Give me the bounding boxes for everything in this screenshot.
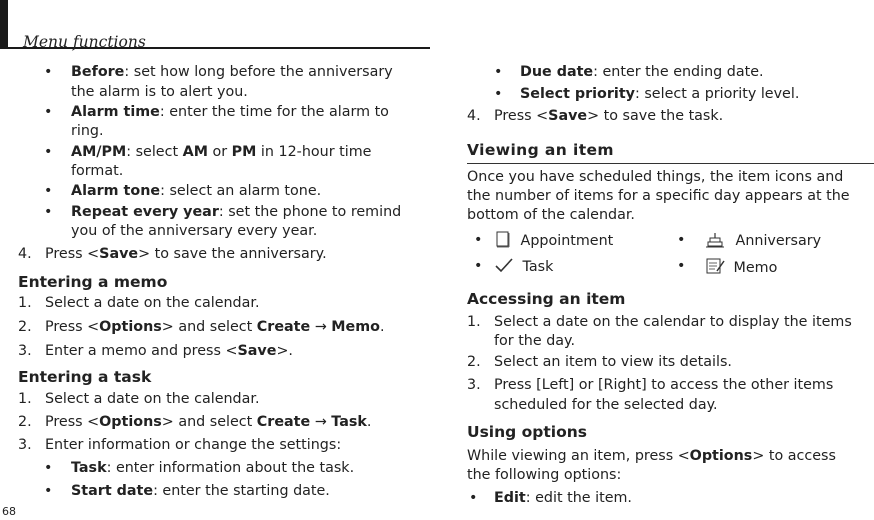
appointment-icon xyxy=(494,231,512,248)
accessing-heading: Accessing an item xyxy=(467,290,626,308)
step-number: 1. xyxy=(18,391,32,407)
memo-step-2: Press <Options> and select Create → Memo. xyxy=(45,319,385,335)
bullet: • xyxy=(494,64,503,80)
setting-am-pm-cont: format. xyxy=(71,163,124,179)
step-number: 3. xyxy=(18,437,32,453)
setting-repeat-every-year: Repeat every year: set the phone to remind xyxy=(71,204,402,220)
options-para-line-1: While viewing an item, press <Options> to access xyxy=(467,448,836,464)
page-number: 68 xyxy=(2,505,16,518)
step-save-task: Press <Save> to save the task. xyxy=(494,108,724,124)
viewing-para-line-1: Once you have scheduled things, the item icons and xyxy=(467,169,844,185)
setting-before-cont: the alarm is to alert you. xyxy=(71,84,248,100)
section-rule xyxy=(467,163,874,164)
bullet: • xyxy=(44,104,53,120)
task-setting-select-priority: Select priority: select a priority level. xyxy=(520,86,800,102)
bullet: • xyxy=(474,232,483,248)
memo-heading: Entering a memo xyxy=(18,273,168,291)
bullet: • xyxy=(494,86,503,102)
setting-alarm-time-cont: ring. xyxy=(71,123,104,139)
memo-step-3: Enter a memo and press <Save>. xyxy=(45,343,293,359)
bullet: • xyxy=(44,64,53,80)
accessing-step-3-cont: scheduled for the selected day. xyxy=(494,397,718,413)
page-header xyxy=(0,0,430,49)
bullet: • xyxy=(44,483,53,499)
step-number: 3. xyxy=(18,343,32,359)
setting-repeat-cont: you of the anniversary every year. xyxy=(71,223,318,239)
option-edit: Edit: edit the item. xyxy=(494,490,632,506)
task-step-2: Press <Options> and select Create → Task. xyxy=(45,414,372,430)
step-number: 4. xyxy=(18,246,32,262)
viewing-heading: Viewing an item xyxy=(467,141,614,159)
bullet: • xyxy=(677,232,686,248)
bullet: • xyxy=(44,144,53,160)
options-para-line-2: the following options: xyxy=(467,467,622,483)
accessing-step-1: Select a date on the calendar to display the items xyxy=(494,314,852,330)
options-heading: Using options xyxy=(467,423,588,441)
step-number: 1. xyxy=(467,314,481,330)
step-number: 3. xyxy=(467,377,481,393)
bullet: • xyxy=(469,490,478,506)
bullet: • xyxy=(44,204,53,220)
viewing-para-line-2: the number of items for a specific day appears at the xyxy=(467,188,850,204)
task-check-icon xyxy=(494,257,514,274)
task-setting-start-date: Start date: enter the starting date. xyxy=(71,483,330,499)
memo-icon xyxy=(705,257,725,275)
step-number: 2. xyxy=(18,414,32,430)
setting-alarm-time: Alarm time: enter the time for the alarm to xyxy=(71,104,389,120)
accessing-step-1-cont: for the day. xyxy=(494,333,576,349)
memo-step-1: Select a date on the calendar. xyxy=(45,295,260,311)
step-number: 4. xyxy=(467,108,481,124)
accessing-step-3: Press [Left] or [Right] to access the other items xyxy=(494,377,834,393)
bullet: • xyxy=(44,460,53,476)
legend-task: Task xyxy=(494,257,553,276)
viewing-para-line-3: bottom of the calendar. xyxy=(467,207,635,223)
legend-anniversary: Anniversary xyxy=(705,231,821,250)
step-number: 1. xyxy=(18,295,32,311)
legend-memo: Memo xyxy=(705,257,777,277)
setting-before: Before: set how long before the anniversary xyxy=(71,64,393,80)
page-title: Menu functions xyxy=(23,33,146,51)
bullet: • xyxy=(44,183,53,199)
setting-am-pm: AM/PM: select AM or PM in 12-hour time xyxy=(71,144,372,160)
legend-appointment: Appointment xyxy=(494,231,613,250)
task-heading: Entering a task xyxy=(18,368,152,386)
accessing-step-2: Select an item to view its details. xyxy=(494,354,732,370)
anniversary-icon xyxy=(705,231,725,248)
step-save-anniversary: Press <Save> to save the anniversary. xyxy=(45,246,327,262)
step-number: 2. xyxy=(467,354,481,370)
task-setting-task: Task: enter information about the task. xyxy=(71,460,355,476)
step-number: 2. xyxy=(18,319,32,335)
task-step-3: Enter information or change the settings: xyxy=(45,437,342,453)
task-setting-due-date: Due date: enter the ending date. xyxy=(520,64,764,80)
header-bar xyxy=(0,0,8,48)
bullet: • xyxy=(677,258,686,274)
setting-alarm-tone: Alarm tone: select an alarm tone. xyxy=(71,183,322,199)
bullet: • xyxy=(474,258,483,274)
task-step-1: Select a date on the calendar. xyxy=(45,391,260,407)
